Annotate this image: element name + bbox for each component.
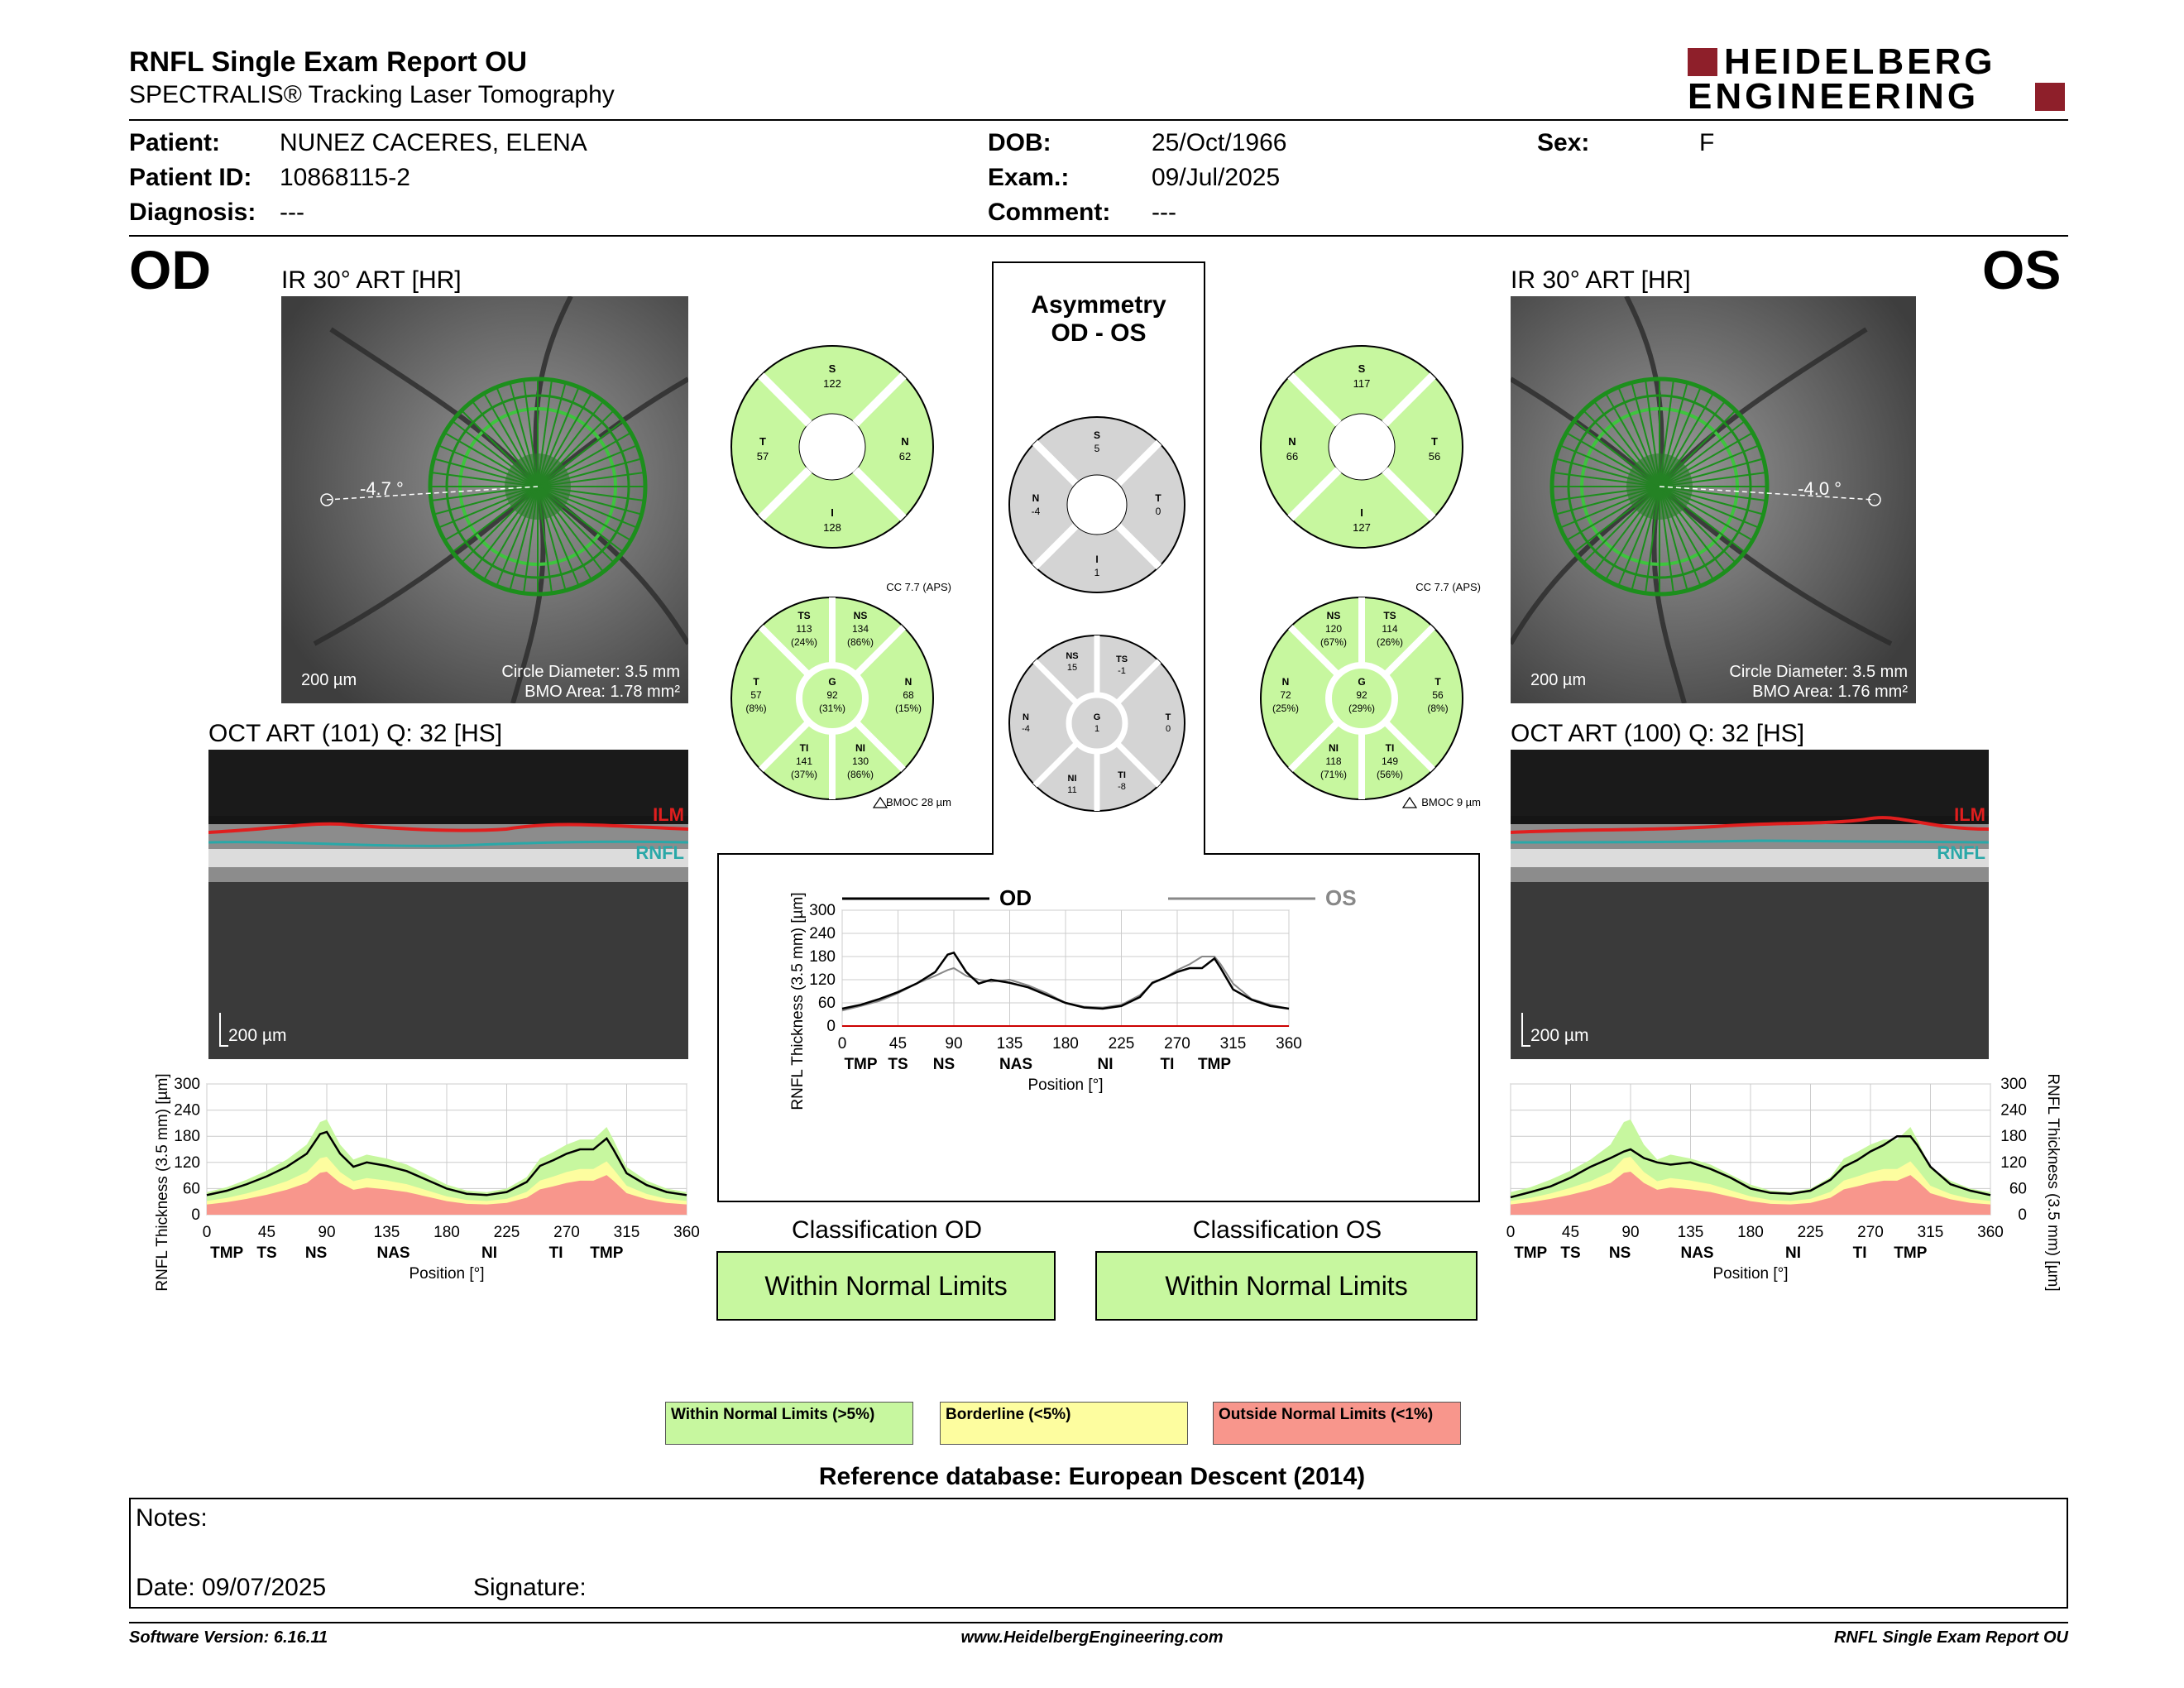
od-sector-chart: [731, 597, 933, 799]
y-axis-label: RNFL Thickness (3.5 mm) [µm]: [2044, 1073, 2062, 1292]
report-subtitle: SPECTRALIS® Tracking Laser Tomography: [129, 81, 615, 108]
region-label: TS: [888, 1056, 908, 1073]
svg-text:TI: TI: [799, 742, 809, 754]
x-tick-label: 315: [1917, 1224, 1944, 1241]
od-eye-label: OD: [129, 239, 211, 300]
x-tick-label: 270: [1164, 1035, 1190, 1053]
svg-text:S: S: [828, 362, 836, 375]
logo-text-bottom: ENGINEERING: [1688, 76, 1980, 117]
x-tick-label: 180: [1052, 1035, 1079, 1053]
od-s-g-pct: (31%): [818, 703, 846, 714]
asymmetry-title-line1: Asymmetry: [1031, 291, 1166, 319]
x-tick-label: 0: [1506, 1224, 1516, 1241]
od-rnfl-thickness-chart: [132, 1067, 703, 1316]
os-oct-label: OCT ART (100) Q: 32 [HS]: [1511, 720, 1805, 747]
x-tick-label: 45: [257, 1224, 276, 1241]
x-tick-label: 180: [1737, 1224, 1764, 1241]
asym-s-ns: 15: [1066, 663, 1078, 673]
svg-text:I: I: [1360, 506, 1363, 519]
x-tick-label: 180: [433, 1224, 460, 1241]
os-s-ni: 118: [1325, 755, 1342, 767]
y-tick-label: 120: [809, 971, 836, 989]
region-label: NAS: [999, 1056, 1033, 1073]
os-rnfl-label: RNFL: [1937, 842, 1985, 863]
y-tick-label: 0: [2018, 1206, 2027, 1224]
os-sector-chart: [1261, 597, 1463, 799]
svg-text:N: N: [1281, 676, 1290, 688]
od-s-ns-pct: (86%): [846, 636, 874, 648]
os-q-n: 66: [1286, 450, 1299, 463]
svg-text:N: N: [1023, 712, 1029, 722]
os-cc: CC 7.7 (APS): [1415, 581, 1481, 593]
region-label: NI: [481, 1244, 498, 1262]
patient-label: Patient:: [129, 129, 221, 156]
y-tick-label: 180: [809, 948, 836, 966]
region-label: TMP: [1514, 1244, 1548, 1262]
reference-database: Reference database: European Descent (2014): [818, 1463, 1366, 1490]
classification-os-result: Within Normal Limits: [1095, 1251, 1478, 1321]
footer-report-name: RNFL Single Exam Report OU: [1833, 1628, 2068, 1647]
region-label: NAS: [1680, 1244, 1714, 1262]
od-s-ni-pct: (86%): [846, 769, 874, 780]
od-s-ts: 113: [796, 623, 812, 635]
os-q-s: 117: [1353, 377, 1371, 390]
od-ir-label: IR 30° ART [HR]: [281, 266, 462, 294]
x-tick-label: 360: [1276, 1035, 1302, 1053]
os-circle-diameter: Circle Diameter: 3.5 mm: [1729, 663, 1908, 681]
asym-s-n: -4: [1022, 724, 1030, 734]
asym-q-t: 0: [1155, 506, 1161, 517]
logo-text-top: HEIDELBERG: [1724, 41, 1996, 82]
x-tick-label: 0: [202, 1224, 212, 1241]
od-q-t: 57: [756, 450, 769, 463]
x-tick-label: 0: [837, 1035, 847, 1053]
svg-text:TS: TS: [797, 610, 811, 621]
x-axis-label: Position [°]: [1712, 1265, 1789, 1283]
svg-text:TI: TI: [1118, 770, 1126, 780]
asym-q-i: 1: [1094, 567, 1100, 578]
od-angle: -4.7 °: [360, 478, 404, 499]
notes-box: [129, 1498, 2068, 1609]
svg-text:G: G: [1358, 676, 1366, 688]
x-tick-label: 315: [613, 1224, 640, 1241]
x-axis-label: Position [°]: [1027, 1077, 1104, 1094]
os-s-n: 72: [1280, 689, 1291, 701]
os-s-n-pct: (25%): [1272, 703, 1300, 714]
svg-text:N: N: [1288, 435, 1296, 448]
os-bmo-area: BMO Area: 1.76 mm²: [1752, 683, 1908, 701]
y-tick-label: 120: [2000, 1153, 2027, 1172]
x-tick-label: 360: [1977, 1224, 2004, 1241]
od-bmo-area: BMO Area: 1.78 mm²: [524, 683, 680, 701]
comment-label: Comment:: [988, 199, 1111, 226]
svg-text:T: T: [1434, 676, 1441, 688]
od-rnfl-label: RNFL: [635, 842, 684, 863]
sex-label: Sex:: [1537, 129, 1590, 156]
svg-text:G: G: [828, 676, 836, 688]
os-ir-fundus-image: [1511, 296, 1916, 703]
od-s-n-pct: (15%): [894, 703, 922, 714]
od-legend-label: OD: [999, 885, 1032, 910]
classification-os-label: Classification OS: [1192, 1216, 1382, 1244]
od-s-ti-pct: (37%): [790, 769, 818, 780]
asym-q-s: 5: [1094, 443, 1100, 454]
region-label: NI: [1785, 1244, 1802, 1262]
od-ir-scale: 200 µm: [301, 671, 357, 689]
os-oct-bscan-image: [1511, 750, 1989, 1059]
os-s-ns-pct: (67%): [1320, 636, 1348, 648]
os-eye-label: OS: [1982, 239, 2062, 300]
region-label: TMP: [844, 1056, 878, 1073]
classification-od-label: Classification OD: [791, 1216, 983, 1244]
od-oct-label: OCT ART (101) Q: 32 [HS]: [208, 720, 503, 747]
asymmetry-title-line2: OD - OS: [1051, 319, 1147, 347]
asym-s-t: 0: [1165, 724, 1171, 734]
sex-value: F: [1699, 129, 1715, 156]
y-tick-label: 300: [809, 902, 836, 919]
svg-text:T: T: [753, 676, 759, 688]
x-tick-label: 135: [996, 1035, 1023, 1053]
os-s-ts: 114: [1382, 623, 1398, 635]
od-s-g: 92: [826, 689, 838, 701]
y-tick-label: 0: [191, 1206, 200, 1224]
y-axis-label: RNFL Thickness (3.5 mm) [µm]: [154, 1073, 171, 1292]
asym-s-g: 1: [1094, 724, 1100, 734]
y-tick-label: 180: [2000, 1128, 2027, 1146]
od-bmoc: BMOC 28 µm: [885, 796, 951, 808]
x-tick-label: 45: [1561, 1224, 1580, 1241]
od-oct-bscan-image: [208, 750, 688, 1059]
x-tick-label: 45: [888, 1035, 908, 1053]
os-oct-scale: 200 µm: [1530, 1026, 1589, 1045]
region-label: NS: [932, 1056, 956, 1073]
od-q-i: 128: [823, 521, 841, 534]
svg-text:N: N: [904, 676, 912, 688]
od-s-t-pct: (8%): [745, 703, 767, 714]
region-label: NAS: [376, 1244, 410, 1262]
exam-value: 09/Jul/2025: [1152, 164, 1281, 191]
region-label: NS: [1608, 1244, 1631, 1262]
od-s-ns: 134: [851, 623, 869, 635]
svg-text:I: I: [831, 506, 834, 519]
os-ilm-label: ILM: [1954, 804, 1985, 825]
od-ir-fundus-image: [281, 296, 688, 703]
x-tick-label: 360: [673, 1224, 700, 1241]
x-tick-label: 135: [1677, 1224, 1704, 1241]
dob-label: DOB:: [988, 129, 1051, 156]
legend-borderline: Borderline (<5%): [940, 1402, 1188, 1445]
od-delta-icon: [874, 798, 887, 808]
heidelberg-logo: [1688, 41, 2068, 117]
y-tick-label: 300: [174, 1076, 200, 1093]
y-tick-label: 0: [826, 1018, 836, 1035]
od-s-ni: 130: [851, 755, 869, 767]
logo-red-square-top: [1688, 48, 1717, 76]
svg-text:NS: NS: [853, 610, 868, 621]
y-tick-label: 60: [2009, 1180, 2027, 1198]
svg-text:TS: TS: [1383, 610, 1396, 621]
os-ir-label: IR 30° ART [HR]: [1511, 266, 1691, 294]
svg-text:S: S: [1093, 429, 1101, 441]
svg-text:G: G: [1093, 712, 1101, 722]
os-s-ni-pct: (71%): [1320, 769, 1348, 780]
date-label: Date: 09/07/2025: [136, 1574, 327, 1601]
diagnosis-label: Diagnosis:: [129, 199, 256, 226]
od-q-n: 62: [898, 450, 912, 463]
od-s-n: 68: [903, 689, 914, 701]
y-tick-label: 180: [174, 1128, 200, 1146]
os-q-t: 56: [1428, 450, 1441, 463]
y-tick-label: 120: [174, 1153, 200, 1172]
report-title: RNFL Single Exam Report OU: [129, 46, 528, 78]
x-tick-label: 90: [318, 1224, 336, 1241]
od-q-s: 122: [823, 377, 841, 390]
od-s-t: 57: [750, 689, 762, 701]
svg-text:T: T: [1155, 492, 1161, 504]
svg-text:NI: NI: [1067, 774, 1077, 784]
y-axis-label: RNFL Thickness (3.5 mm) [µm]: [789, 892, 807, 1110]
y-tick-label: 60: [182, 1180, 200, 1198]
asym-s-ti: -8: [1118, 782, 1126, 792]
region-label: TMP: [210, 1244, 244, 1262]
asym-s-ts: -1: [1118, 666, 1126, 676]
x-tick-label: 270: [1857, 1224, 1884, 1241]
od-cc: CC 7.7 (APS): [886, 581, 951, 593]
svg-text:NS: NS: [1066, 651, 1079, 661]
region-label: TMP: [590, 1244, 624, 1262]
patient-name: NUNEZ CACERES, ELENA: [280, 129, 587, 156]
region-label: NS: [304, 1244, 328, 1262]
svg-text:N: N: [901, 435, 909, 448]
sector-diagrams: [711, 339, 1506, 836]
asym-quadrant-chart: [1009, 417, 1185, 592]
y-tick-label: 240: [809, 925, 836, 942]
svg-text:T: T: [1431, 435, 1438, 448]
x-tick-label: 315: [1219, 1035, 1247, 1053]
region-label: TI: [548, 1244, 563, 1262]
os-s-t-pct: (8%): [1427, 703, 1449, 714]
svg-text:NI: NI: [1329, 742, 1339, 754]
os-s-g: 92: [1356, 689, 1367, 701]
x-tick-label: 90: [1621, 1224, 1640, 1241]
legend-outside-normal: Outside Normal Limits (<1%): [1213, 1402, 1461, 1445]
svg-text:I: I: [1095, 554, 1099, 565]
os-s-ti: 149: [1381, 755, 1399, 767]
asym-q-n: -4: [1031, 506, 1041, 517]
os-ir-scale: 200 µm: [1530, 671, 1587, 689]
y-tick-label: 240: [2000, 1101, 2027, 1120]
os-delta-icon: [1403, 798, 1416, 808]
region-label: TI: [1160, 1056, 1175, 1073]
footer-website[interactable]: www.HeidelbergEngineering.com: [960, 1628, 1224, 1647]
svg-text:TI: TI: [1385, 742, 1395, 754]
os-legend-label: OS: [1325, 885, 1357, 910]
x-tick-label: 135: [373, 1224, 400, 1241]
od-ilm-label: ILM: [653, 804, 684, 825]
y-tick-label: 300: [2000, 1076, 2027, 1093]
od-s-ti: 141: [795, 755, 813, 767]
region-label: TS: [1560, 1244, 1581, 1262]
os-s-ns: 120: [1324, 623, 1343, 635]
y-tick-label: 60: [817, 995, 836, 1012]
region-label: TI: [1852, 1244, 1867, 1262]
x-tick-label: 225: [1797, 1224, 1824, 1241]
classification-od-result: Within Normal Limits: [716, 1251, 1056, 1321]
x-tick-label: 90: [945, 1035, 963, 1053]
os-s-t: 56: [1432, 689, 1444, 701]
comment-value: ---: [1152, 199, 1176, 226]
region-label: TMP: [1894, 1244, 1928, 1262]
signature-label: Signature:: [473, 1574, 587, 1601]
x-tick-label: 225: [1108, 1035, 1135, 1053]
svg-text:T: T: [1165, 712, 1171, 722]
od-s-ts-pct: (24%): [790, 636, 818, 648]
os-angle: -4.0 °: [1798, 478, 1842, 499]
od-oct-scale: 200 µm: [228, 1026, 287, 1045]
svg-text:NI: NI: [855, 742, 865, 754]
exam-label: Exam.:: [988, 164, 1070, 191]
x-tick-label: 270: [553, 1224, 580, 1241]
od-circle-diameter: Circle Diameter: 3.5 mm: [501, 663, 680, 681]
asym-s-ni: 11: [1067, 785, 1077, 795]
region-label: TS: [256, 1244, 277, 1262]
os-rnfl-thickness-chart: [1497, 1067, 2068, 1316]
region-label: TMP: [1197, 1056, 1232, 1073]
legend-within-normal: Within Normal Limits (>5%): [665, 1402, 913, 1445]
os-bmoc: BMOC 9 µm: [1421, 796, 1481, 808]
od-os-comparison-chart: [759, 877, 1372, 1142]
od-quadrant-chart: [731, 346, 933, 548]
os-s-ti-pct: (56%): [1376, 769, 1404, 780]
patient-id-label: Patient ID:: [129, 164, 252, 191]
x-axis-label: Position [°]: [409, 1265, 485, 1283]
diagnosis-value: ---: [280, 199, 304, 226]
asym-sector-chart: [1009, 635, 1185, 811]
dob-value: 25/Oct/1966: [1152, 129, 1287, 156]
svg-text:T: T: [759, 435, 766, 448]
os-q-i: 127: [1353, 521, 1371, 534]
region-label: NI: [1097, 1056, 1114, 1073]
os-s-ts-pct: (26%): [1376, 636, 1404, 648]
footer-software-version: Software Version: 6.16.11: [129, 1628, 328, 1647]
y-tick-label: 240: [174, 1101, 200, 1120]
notes-label: Notes:: [136, 1504, 208, 1532]
svg-text:NS: NS: [1326, 610, 1341, 621]
svg-text:N: N: [1032, 492, 1040, 504]
x-tick-label: 225: [493, 1224, 520, 1241]
patient-id: 10868115-2: [280, 164, 410, 191]
svg-text:TS: TS: [1115, 655, 1128, 664]
svg-text:S: S: [1358, 362, 1366, 375]
os-quadrant-chart: [1261, 346, 1463, 548]
logo-red-square-bottom: [2035, 83, 2065, 111]
os-s-g-pct: (29%): [1348, 703, 1376, 714]
